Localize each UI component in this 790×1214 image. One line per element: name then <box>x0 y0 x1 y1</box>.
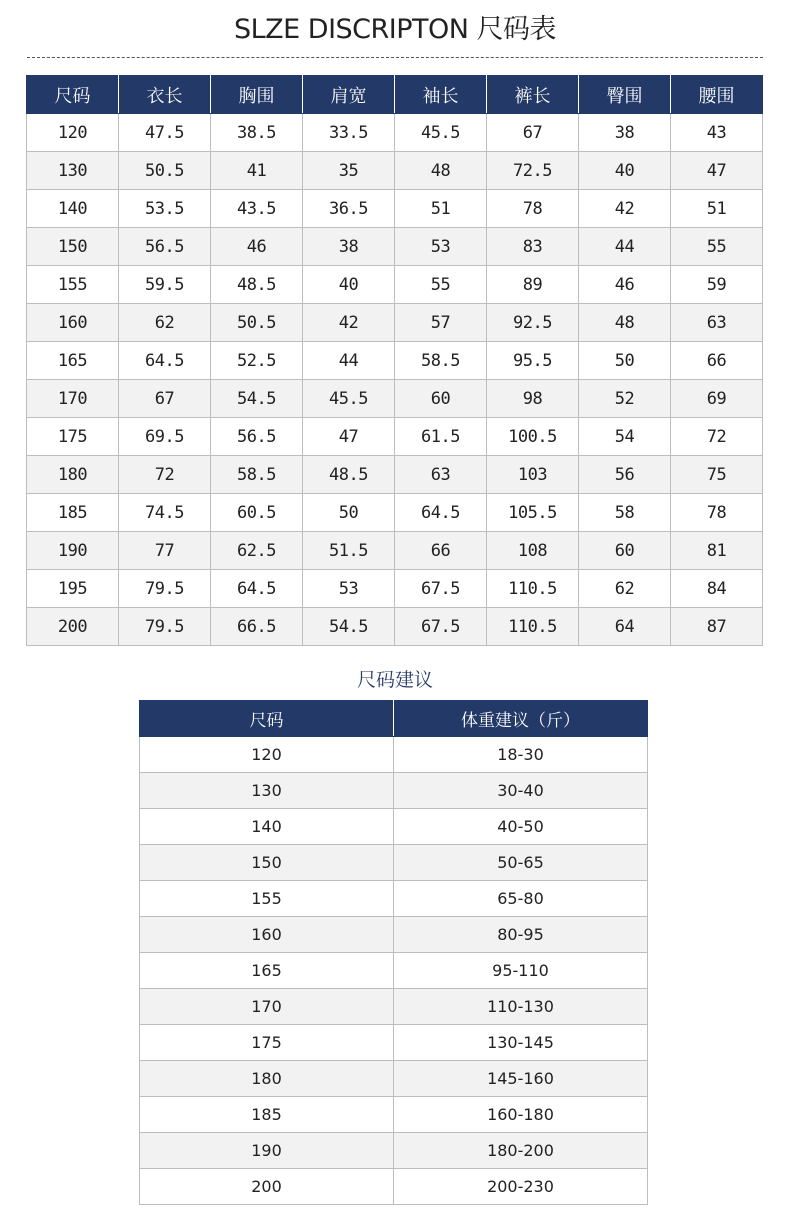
size-table-cell: 103 <box>487 456 579 494</box>
recommend-table-cell: 190 <box>140 1133 394 1169</box>
recommend-table-row <box>140 881 648 917</box>
size-table-cell: 42 <box>303 304 395 342</box>
size-table-cell: 33.5 <box>303 114 395 152</box>
size-table-cell: 62 <box>579 570 671 608</box>
recommend-table-cell: 140 <box>140 809 394 845</box>
recommend-table-cell: 130 <box>140 773 394 809</box>
recommend-table-row <box>140 773 648 809</box>
size-table-cell: 51.5 <box>303 532 395 570</box>
size-table-cell: 95.5 <box>487 342 579 380</box>
size-table-cell: 67 <box>487 114 579 152</box>
size-table-cell: 69 <box>671 380 763 418</box>
size-table-cell: 53.5 <box>119 190 211 228</box>
size-table-cell: 53 <box>395 228 487 266</box>
size-table-cell: 51 <box>395 190 487 228</box>
size-table-cell: 38 <box>579 114 671 152</box>
recommend-table-cell: 175 <box>140 1025 394 1061</box>
size-table-cell: 160 <box>27 304 119 342</box>
size-table-header-cell: 臀围 <box>579 76 671 114</box>
size-table-row <box>27 456 763 494</box>
recommend-table-row <box>140 1133 648 1169</box>
size-table-header-cell: 胸围 <box>211 76 303 114</box>
size-table-cell: 38 <box>303 228 395 266</box>
size-table-cell: 72 <box>119 456 211 494</box>
recommend-table-body <box>140 737 648 1205</box>
size-table-row <box>27 418 763 456</box>
size-table-cell: 57 <box>395 304 487 342</box>
size-table-row <box>27 608 763 646</box>
size-table-cell: 78 <box>671 494 763 532</box>
size-table-cell: 120 <box>27 114 119 152</box>
size-table-cell: 130 <box>27 152 119 190</box>
recommend-table-row <box>140 989 648 1025</box>
size-table-cell: 35 <box>303 152 395 190</box>
size-table-cell: 60.5 <box>211 494 303 532</box>
size-table-cell: 46 <box>211 228 303 266</box>
size-table-cell: 54.5 <box>211 380 303 418</box>
size-table-row <box>27 380 763 418</box>
size-table-cell: 61.5 <box>395 418 487 456</box>
size-table-cell: 48.5 <box>303 456 395 494</box>
size-table-cell: 108 <box>487 532 579 570</box>
size-table-header-cell: 尺码 <box>27 76 119 114</box>
recommend-table-cell: 80-95 <box>394 917 648 953</box>
size-table-cell: 62 <box>119 304 211 342</box>
size-table <box>26 75 763 646</box>
recommend-table-cell: 160-180 <box>394 1097 648 1133</box>
size-table-header-cell: 裤长 <box>487 76 579 114</box>
recommend-table-cell: 200-230 <box>394 1169 648 1205</box>
size-table-cell: 84 <box>671 570 763 608</box>
size-table-row <box>27 228 763 266</box>
size-table-cell: 100.5 <box>487 418 579 456</box>
size-table-cell: 47 <box>671 152 763 190</box>
size-table-cell: 52.5 <box>211 342 303 380</box>
recommend-table-cell: 30-40 <box>394 773 648 809</box>
size-table-row <box>27 532 763 570</box>
size-table-cell: 58.5 <box>395 342 487 380</box>
size-table-cell: 83 <box>487 228 579 266</box>
size-table-cell: 190 <box>27 532 119 570</box>
size-table-cell: 60 <box>579 532 671 570</box>
size-table-cell: 87 <box>671 608 763 646</box>
recommend-table-cell: 180-200 <box>394 1133 648 1169</box>
recommend-table-cell: 150 <box>140 845 394 881</box>
size-table-cell: 40 <box>303 266 395 304</box>
size-table-row <box>27 190 763 228</box>
size-table-cell: 45.5 <box>303 380 395 418</box>
size-table-cell: 165 <box>27 342 119 380</box>
size-table-row <box>27 304 763 342</box>
size-table-header-row <box>27 76 763 114</box>
recommend-table-cell: 160 <box>140 917 394 953</box>
size-table-cell: 42 <box>579 190 671 228</box>
recommend-table-header-row <box>140 701 648 737</box>
recommend-table-cell: 120 <box>140 737 394 773</box>
recommend-table-cell: 40-50 <box>394 809 648 845</box>
size-table-cell: 54 <box>579 418 671 456</box>
size-table-row <box>27 494 763 532</box>
recommend-table <box>139 700 648 1205</box>
size-table-row <box>27 114 763 152</box>
size-table-cell: 75 <box>671 456 763 494</box>
recommend-table-cell: 110-130 <box>394 989 648 1025</box>
size-table-cell: 105.5 <box>487 494 579 532</box>
recommend-table-row <box>140 1061 648 1097</box>
size-table-cell: 55 <box>395 266 487 304</box>
size-table-cell: 50.5 <box>211 304 303 342</box>
size-table-cell: 79.5 <box>119 608 211 646</box>
size-table-cell: 64.5 <box>211 570 303 608</box>
recommend-table-cell: 65-80 <box>394 881 648 917</box>
size-table-cell: 50 <box>579 342 671 380</box>
size-table-cell: 48.5 <box>211 266 303 304</box>
size-table-header-cell: 袖长 <box>395 76 487 114</box>
size-table-cell: 140 <box>27 190 119 228</box>
size-table-cell: 79.5 <box>119 570 211 608</box>
size-table-cell: 56.5 <box>119 228 211 266</box>
recommend-table-cell: 200 <box>140 1169 394 1205</box>
size-table-header-cell: 衣长 <box>119 76 211 114</box>
size-table-row <box>27 570 763 608</box>
size-table-cell: 89 <box>487 266 579 304</box>
size-table-cell: 58 <box>579 494 671 532</box>
size-table-cell: 195 <box>27 570 119 608</box>
size-table-cell: 72 <box>671 418 763 456</box>
page-title: SLZE DISCRIPTON 尺码表 <box>233 14 557 45</box>
size-table-cell: 67 <box>119 380 211 418</box>
size-table-cell: 92.5 <box>487 304 579 342</box>
size-table-cell: 81 <box>671 532 763 570</box>
size-table-cell: 50.5 <box>119 152 211 190</box>
recommend-table-row <box>140 845 648 881</box>
recommend-table-header-cell: 尺码 <box>140 701 394 737</box>
size-table-cell: 58.5 <box>211 456 303 494</box>
recommend-table-cell: 18-30 <box>394 737 648 773</box>
size-table-cell: 64 <box>579 608 671 646</box>
recommend-table-row <box>140 953 648 989</box>
recommend-table-header-cell: 体重建议（斤） <box>394 701 648 737</box>
size-table-cell: 43.5 <box>211 190 303 228</box>
size-table-cell: 170 <box>27 380 119 418</box>
size-table-cell: 66 <box>671 342 763 380</box>
recommend-table-cell: 170 <box>140 989 394 1025</box>
size-table-cell: 155 <box>27 266 119 304</box>
size-table-cell: 110.5 <box>487 608 579 646</box>
size-table-cell: 56.5 <box>211 418 303 456</box>
size-table-cell: 69.5 <box>119 418 211 456</box>
size-table-cell: 59.5 <box>119 266 211 304</box>
recommend-table-row <box>140 809 648 845</box>
size-table-cell: 50 <box>303 494 395 532</box>
size-table-cell: 98 <box>487 380 579 418</box>
size-table-cell: 66.5 <box>211 608 303 646</box>
size-table-cell: 36.5 <box>303 190 395 228</box>
recommend-table-cell: 145-160 <box>394 1061 648 1097</box>
size-table-cell: 180 <box>27 456 119 494</box>
size-table-cell: 59 <box>671 266 763 304</box>
size-table-cell: 78 <box>487 190 579 228</box>
size-table-cell: 43 <box>671 114 763 152</box>
size-table-cell: 48 <box>395 152 487 190</box>
recommend-table-row <box>140 1169 648 1205</box>
size-table-cell: 64.5 <box>395 494 487 532</box>
size-table-cell: 175 <box>27 418 119 456</box>
recommend-table-row <box>140 1025 648 1061</box>
size-table-cell: 46 <box>579 266 671 304</box>
size-table-cell: 72.5 <box>487 152 579 190</box>
size-table-cell: 77 <box>119 532 211 570</box>
size-table-cell: 44 <box>579 228 671 266</box>
size-table-cell: 47 <box>303 418 395 456</box>
recommend-table-cell: 130-145 <box>394 1025 648 1061</box>
size-table-cell: 110.5 <box>487 570 579 608</box>
size-table-cell: 47.5 <box>119 114 211 152</box>
recommend-table-cell: 185 <box>140 1097 394 1133</box>
recommend-title: 尺码建议 <box>356 669 433 691</box>
size-table-row <box>27 152 763 190</box>
recommend-table-row <box>140 917 648 953</box>
size-table-cell: 56 <box>579 456 671 494</box>
size-table-cell: 40 <box>579 152 671 190</box>
recommend-table-cell: 50-65 <box>394 845 648 881</box>
size-table-cell: 67.5 <box>395 570 487 608</box>
size-table-cell: 44 <box>303 342 395 380</box>
recommend-table-cell: 165 <box>140 953 394 989</box>
size-table-cell: 45.5 <box>395 114 487 152</box>
size-table-row <box>27 266 763 304</box>
size-table-cell: 38.5 <box>211 114 303 152</box>
size-table-cell: 54.5 <box>303 608 395 646</box>
recommend-table-cell: 180 <box>140 1061 394 1097</box>
recommend-table-cell: 155 <box>140 881 394 917</box>
size-table-cell: 185 <box>27 494 119 532</box>
recommend-table-row <box>140 737 648 773</box>
recommend-table-row <box>140 1097 648 1133</box>
size-table-body <box>27 114 763 646</box>
size-table-cell: 64.5 <box>119 342 211 380</box>
size-table-cell: 66 <box>395 532 487 570</box>
size-table-row <box>27 342 763 380</box>
size-table-cell: 60 <box>395 380 487 418</box>
size-table-cell: 62.5 <box>211 532 303 570</box>
size-table-cell: 67.5 <box>395 608 487 646</box>
size-table-cell: 55 <box>671 228 763 266</box>
recommend-table-cell: 95-110 <box>394 953 648 989</box>
size-table-cell: 63 <box>395 456 487 494</box>
size-table-cell: 51 <box>671 190 763 228</box>
size-table-cell: 52 <box>579 380 671 418</box>
size-table-cell: 53 <box>303 570 395 608</box>
size-table-cell: 74.5 <box>119 494 211 532</box>
size-table-cell: 200 <box>27 608 119 646</box>
size-table-header-cell: 腰围 <box>671 76 763 114</box>
size-table-header-cell: 肩宽 <box>303 76 395 114</box>
title-divider <box>27 57 763 58</box>
size-table-cell: 48 <box>579 304 671 342</box>
size-table-cell: 150 <box>27 228 119 266</box>
size-table-cell: 63 <box>671 304 763 342</box>
size-table-cell: 41 <box>211 152 303 190</box>
